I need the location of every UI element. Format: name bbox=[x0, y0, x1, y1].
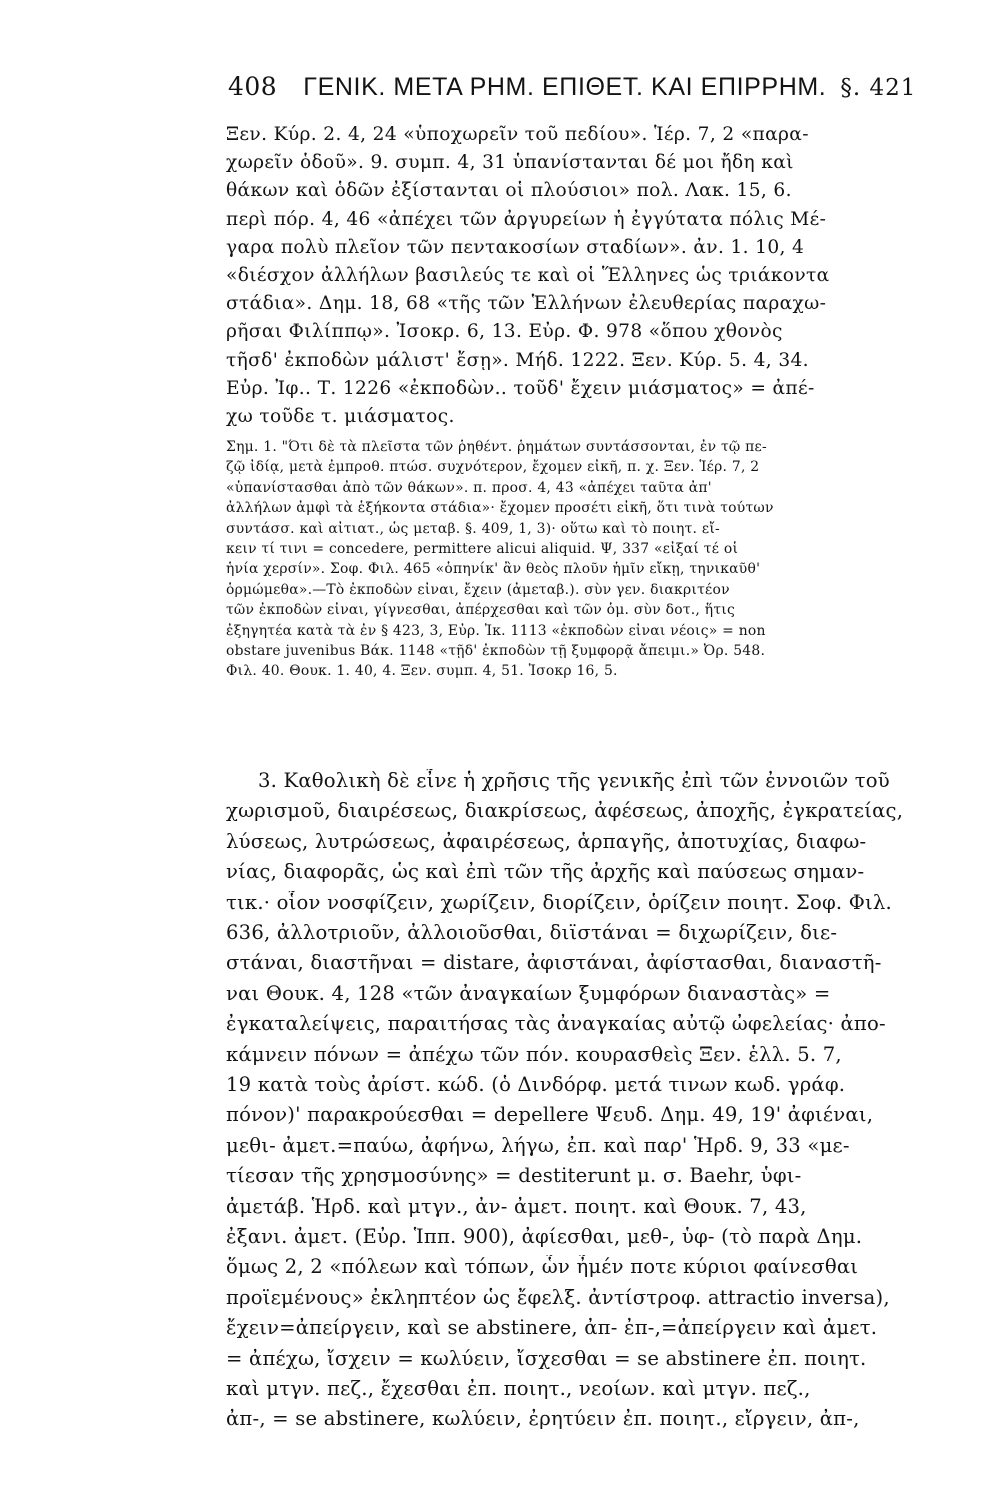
text-line: 636, ἀλλοτριοῦν, ἀλλοιοῦσθαι, διϊστάναι = διχωρίζειν, διε- bbox=[226, 921, 838, 944]
text-line: χωρισμοῦ, διαιρέσεως, διακρίσεως, ἀφέσεως, ἀποχῆς, ἐγκρατείας, bbox=[226, 799, 904, 823]
footnote-line: Φιλ. 40. Θουκ. 1. 40, 4. Ξεν. συμπ. 4, 51. Ἰσοκρ 16, 5. bbox=[226, 663, 618, 680]
text-line: 19 κατὰ τοὺς ἀρίστ. κώδ. (ὁ Δινδόρφ. μετά τινων κωδ. γράφ. bbox=[226, 1073, 846, 1096]
text-line: χω τοῦδε τ. μιάσματος. bbox=[226, 406, 455, 427]
text-line: τίεσαν τῆς χρησμοσύνης» = destiterunt μ. σ. Baehr, ὑφι- bbox=[226, 1164, 802, 1188]
text-line: ἀπ-, = se abstinere, κωλύειν, ἐρητύειν ἐπ. ποιητ., εἴργειν, ἀπ-, bbox=[226, 1407, 860, 1431]
footnote-line: Σημ. 1. "Ότι δὲ τὰ πλεῖστα τῶν ῥηθέντ. ῥημάτων συντάσσονται, ἐν τῷ πε- bbox=[226, 439, 767, 455]
text-line: κάμνειν πόνων = ἀπέχω τῶν πόν. κουρασθεὶς Ξεν. ἑλλ. 5. 7, bbox=[226, 1042, 842, 1066]
running-header bbox=[228, 72, 917, 102]
text-line: ὅμως 2, 2 «πόλεων καὶ τόπων, ὧν ἦμέν ποτε κύριοι φαίνεσθαι bbox=[226, 1255, 859, 1279]
footnote-line: τῶν ἐκποδὼν εἶναι, γίγνεσθαι, ἀπέρχεσθαι καὶ τῶν ὁμ. σὺν δοτ., ἥτις bbox=[226, 602, 735, 619]
footnote-line: ζῷ ἰδίᾳ, μετὰ ἐμπροθ. πτώσ. συχνότερον, ἔχομεν εἰκῆ, π. χ. Ξεν. Ἱέρ. 7, 2 bbox=[226, 459, 760, 476]
text-line: ἐγκαταλείψεις, παραιτήσας τὰς ἀναγκαίας αὐτῷ ὠφελείας· ἀπο- bbox=[226, 1012, 886, 1036]
footnote-line: συντάσσ. καὶ αἰτιατ., ὡς μεταβ. §. 409, 1, 3)· οὕτω καὶ τὸ ποιητ. εἴ- bbox=[226, 520, 720, 537]
text-line: ρῆσαι Φιλίππῳ». Ἰσοκρ. 6, 13. Εὐρ. Φ. 978 «ὅπου χθονὸς bbox=[226, 321, 783, 343]
text-line: 3. Καθολικὴ δὲ εἶνε ἡ χρῆσις τῆς γενικῆς ἐπὶ τῶν ἐννοιῶν τοῦ bbox=[258, 769, 890, 792]
footnote-line: ἐξηγητέα κατὰ τὰ ἐν § 423, 3, Εὐρ. Ἰκ. 1113 «ἐκποδὼν εἶναι νέοις» = non bbox=[226, 622, 766, 639]
footnote-line: ἀλλήλων ἀμφὶ τὰ ἑξήκοντα στάδια»· ἔχομεν προσέτι εἰκῆ, ὅτι τινὰ τούτων bbox=[226, 500, 774, 517]
text-line: «διέσχον ἀλλήλων βασιλεύς τε καὶ οἱ Ἕλληνες ὡς τριάκοντα bbox=[226, 265, 830, 286]
text-line: στάδια». Δημ. 18, 68 «τῆς τῶν Ἑλλήνων ἐλευθερίας παραχω- bbox=[226, 293, 827, 315]
text-line: προϊεμένους» ἐκληπτέον ὡς ἔφελξ. ἀντίστροφ. attractio inversa), bbox=[226, 1285, 890, 1309]
text-line: νίας, διαφορᾶς, ὡς καὶ ἐπὶ τῶν τῆς ἀρχῆς καὶ παύσεως σημαν- bbox=[226, 860, 865, 884]
text-line: ναι Θουκ. 4, 128 «τῶν ἀναγκαίων ξυμφόρων διαναστὰς» = bbox=[226, 981, 831, 1005]
text-line: στάναι, διαστῆναι = distare, ἀφιστάναι, ἀφίστασθαι, διαναστῆ- bbox=[226, 951, 882, 975]
text-line: ἐξανι. ἀμετ. (Εὐρ. Ἱππ. 900), ἀφίεσθαι, μεθ-, ὑφ- (τὸ παρὰ Δημ. bbox=[226, 1225, 863, 1248]
footnote-line: obstare juvenibus Βάκ. 1148 «τῇδ' ἐκποδὼν τῇ ξυμφορᾷ ἄπειμι.» Ὀρ. 548. bbox=[226, 643, 766, 659]
text-line: Ξεν. Κύρ. 2. 4, 24 «ὑποχωρεῖν τοῦ πεδίου». Ἱέρ. 7, 2 «παρα- bbox=[226, 124, 809, 145]
text-line: λύσεως, λυτρώσεως, ἀφαιρέσεως, ἁρπαγῆς, ἀποτυχίας, διαφω- bbox=[226, 829, 867, 853]
text-line: πόνον)' παρακρούεσθαι = depellere Ψευδ. Δημ. 49, 19' ἀφιέναι, bbox=[226, 1103, 874, 1127]
footnote-line: κειν τί τινι = concedere, permittere alicui aliquid. Ψ, 337 «εἶξαί τέ οἱ bbox=[226, 541, 739, 557]
text-line: ἔχειν=ἀπείργειν, καὶ se abstinere, ἀπ- ἐπ-,=ἀπείργειν καὶ ἀμετ. bbox=[226, 1316, 878, 1340]
text-line: Εὐρ. Ἰφ.. Τ. 1226 «ἐκποδὼν.. τοῦδ' ἔχειν μιάσματος» = ἀπέ- bbox=[226, 377, 815, 399]
section-number: §. 421 bbox=[840, 75, 917, 101]
footnote-line: ὁρμώμεθα».—Τὸ ἐκποδὼν εἶναι, ἔχειν (ἀμεταβ.). σὺν γεν. διακριτέον bbox=[226, 581, 730, 598]
page-number: 408 bbox=[228, 72, 278, 101]
running-title: ΓΕΝΙΚ. ΜΕΤΑ ΡΗΜ. ΕΠΙΘΕΤ. ΚΑΙ ΕΠΙΡΡΗΜ. bbox=[303, 73, 827, 101]
text-line: χωρεῖν ὁδοῦ». 9. συμπ. 4, 31 ὑπανίστανται δέ μοι ἤδη καὶ bbox=[226, 152, 794, 174]
footnote-line: ἡνία χερσίν». Σοφ. Φιλ. 465 «ὁπηνίκ' ἂν θεὸς πλοῦν ἡμῖν εἴκῃ, τηνικαῦθ' bbox=[226, 561, 761, 578]
text-line: καὶ μτγν. πεζ., ἔχεσθαι ἐπ. ποιητ., νεοίων. καὶ μτγν. πεζ., bbox=[226, 1377, 811, 1400]
text-line: = ἀπέχω, ἴσχειν = κωλύειν, ἴσχεσθαι = se abstinere ἐπ. ποιητ. bbox=[226, 1346, 867, 1370]
text-line: τῆσδ' ἐκποδὼν μάλιστ' ἔσῃ». Μήδ. 1222. Ξεν. Κύρ. 5. 4, 34. bbox=[226, 349, 809, 371]
text-line: περὶ πόρ. 4, 46 «ἀπέχει τῶν ἀργυρείων ἡ ἐγγύτατα πόλις Μέ- bbox=[226, 208, 827, 230]
text-line: τικ.· οἷον νοσφίζειν, χωρίζειν, διορίζειν, ὁρίζειν ποιητ. Σοφ. Φιλ. bbox=[226, 890, 892, 914]
text-line: μεθι- ἀμετ.=παύω, ἀφήνω, λήγω, ἐπ. καὶ παρ' Ἡρδ. 9, 33 «με- bbox=[226, 1133, 850, 1157]
text-line: γαρα πολὺ πλεῖον τῶν πεντακοσίων σταδίων». ἀν. 1. 10, 4 bbox=[226, 236, 805, 258]
footnote-line: «ὑπανίστασθαι ἀπὸ τῶν θάκων». π. προσ. 4, 43 «ἀπέχει ταῦτα ἀπ' bbox=[226, 479, 712, 496]
text-line: θάκων καὶ ὁδῶν ἐξίστανται οἱ πλούσιοι» πολ. Λακ. 15, 6. bbox=[226, 180, 792, 202]
text-line: ἀμετάβ. Ἡρδ. καὶ μτγν., ἀν- ἀμετ. ποιητ. καὶ Θουκ. 7, 43, bbox=[226, 1194, 807, 1218]
